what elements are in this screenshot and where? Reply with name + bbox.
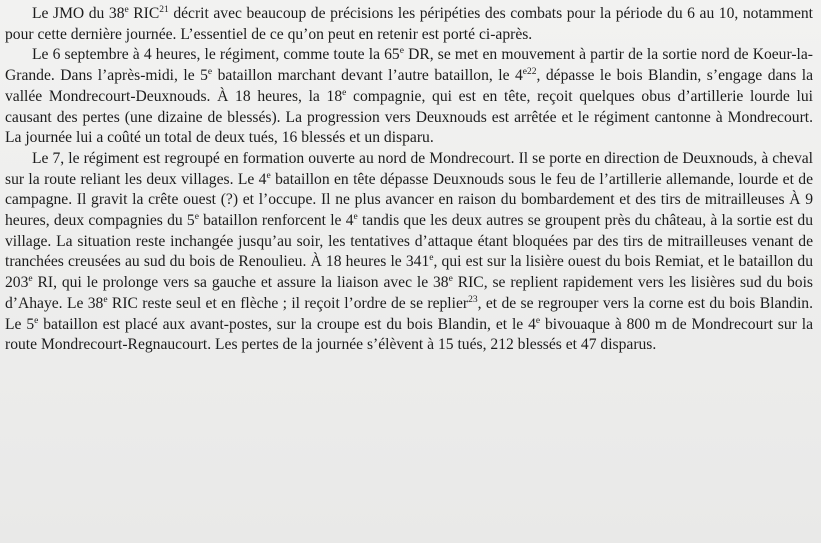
text-run: RIC — [128, 5, 160, 22]
text-run: , dépasse le bois Blandin, s’engage dans la vallée Mondrecourt-Deuxnouds. À 18 heures, la 18 — [5, 67, 814, 105]
text-run: , et de se regrouper vers la corne est du bois Blandin. Le 5 — [5, 294, 813, 333]
superscript: e — [207, 67, 213, 78]
paragraph-2 — [5, 45, 813, 149]
superscript: e — [342, 87, 347, 98]
text-run: Le JMO du 38 — [32, 5, 125, 22]
superscript: e — [535, 315, 541, 326]
text-run: décrit avec beaucoup de précisions les péripéties des combats pour la période du 6 au 10, notamment pour cette dernière journée. L’essentiel de ce qu’on peut en retenir est porté ci-après. — [5, 5, 813, 43]
superscript: e22 — [522, 67, 537, 78]
superscript: e — [399, 46, 404, 57]
text-run: RIC reste seul et en flèche ; il reçoit l’ordre de se replier — [107, 294, 469, 312]
superscript: e — [266, 170, 271, 181]
text-run: compagnie, qui est en tête, reçoit quelques obus d’artillerie lourde lui causant des pertes (une dizaine de blessés). La progression vers Deuxnouds est arrêtée et le régiment cantonne à Mondrecourt. La journée lui a coûté un total de deux tués, 16 blessés et un disparu. — [5, 87, 813, 147]
superscript: e — [34, 315, 39, 326]
superscript: e — [28, 274, 33, 285]
text-run: Le 7, le régiment est regroupé en formation ouverte au nord de Mondrecourt. Il se porte en direction de Deuxnouds, à cheval sur la route reliant les deux villages. Le 4 — [5, 149, 813, 188]
text-run: RIC, se replient rapidement vers les lisières sud du bois d’Ahaye. Le 38 — [5, 274, 813, 312]
paragraph-1 — [5, 4, 813, 45]
text-run: bataillon en tête dépasse Deuxnouds sous le feu de l’artillerie allemande, lourde et de campagne. Il gravit la crête ouest (?) et l’occupe. Il ne plus avancer en raison du bombardement et des tirs de mitrailleuses À 9 heures, deux compagnies du 5 — [5, 170, 813, 230]
text-run: bivouaque à 800 m de Mondrecourt sur la route Mondrecourt-Regnaucourt. Les pertes de la journée s’élèvent à 15 tués, 212 blessés et 47 disparus. — [5, 315, 813, 354]
superscript: e — [124, 5, 129, 15]
text-run: RI, qui le prolonge vers sa gauche et assure la liaison avec le 38 — [32, 274, 449, 292]
text-run: Le 6 septembre à 4 heures, le régiment, comme toute la 65 — [32, 46, 400, 64]
superscript: e — [448, 274, 453, 285]
superscript: e — [103, 294, 108, 305]
text-run: bataillon renforcent le 4 — [198, 212, 354, 230]
text-run: bataillon est placé aux avant-postes, sur la croupe est du bois Blandin, et le 4 — [38, 315, 536, 333]
superscript: e — [353, 212, 358, 223]
paragraph-3 — [5, 149, 813, 356]
text-run: , qui est sur la lisière ouest du bois Remiat, et le bataillon du 203 — [5, 253, 813, 292]
text-run: tandis que les deux autres se groupent près du château, à la sortie est du village. La situation reste inchangée jusqu’au soir, les tentatives d’attaque étant bloquées par des tirs de mitrailleuses venant de tranchées creusées au sud du bois de Renoulieu. À 18 heures le 341 — [5, 212, 813, 271]
superscript: e — [429, 253, 434, 264]
text-run: bataillon marchant devant l’autre bataillon, le 4 — [212, 67, 523, 85]
text-column — [5, 4, 813, 356]
superscript: 23 — [468, 294, 478, 305]
superscript: 21 — [159, 5, 169, 15]
text-run: DR, se met en mouvement à partir de la sortie nord de Koeur-la-Grande. Dans l’après-midi, le 5 — [5, 46, 814, 85]
superscript: e — [194, 212, 199, 223]
